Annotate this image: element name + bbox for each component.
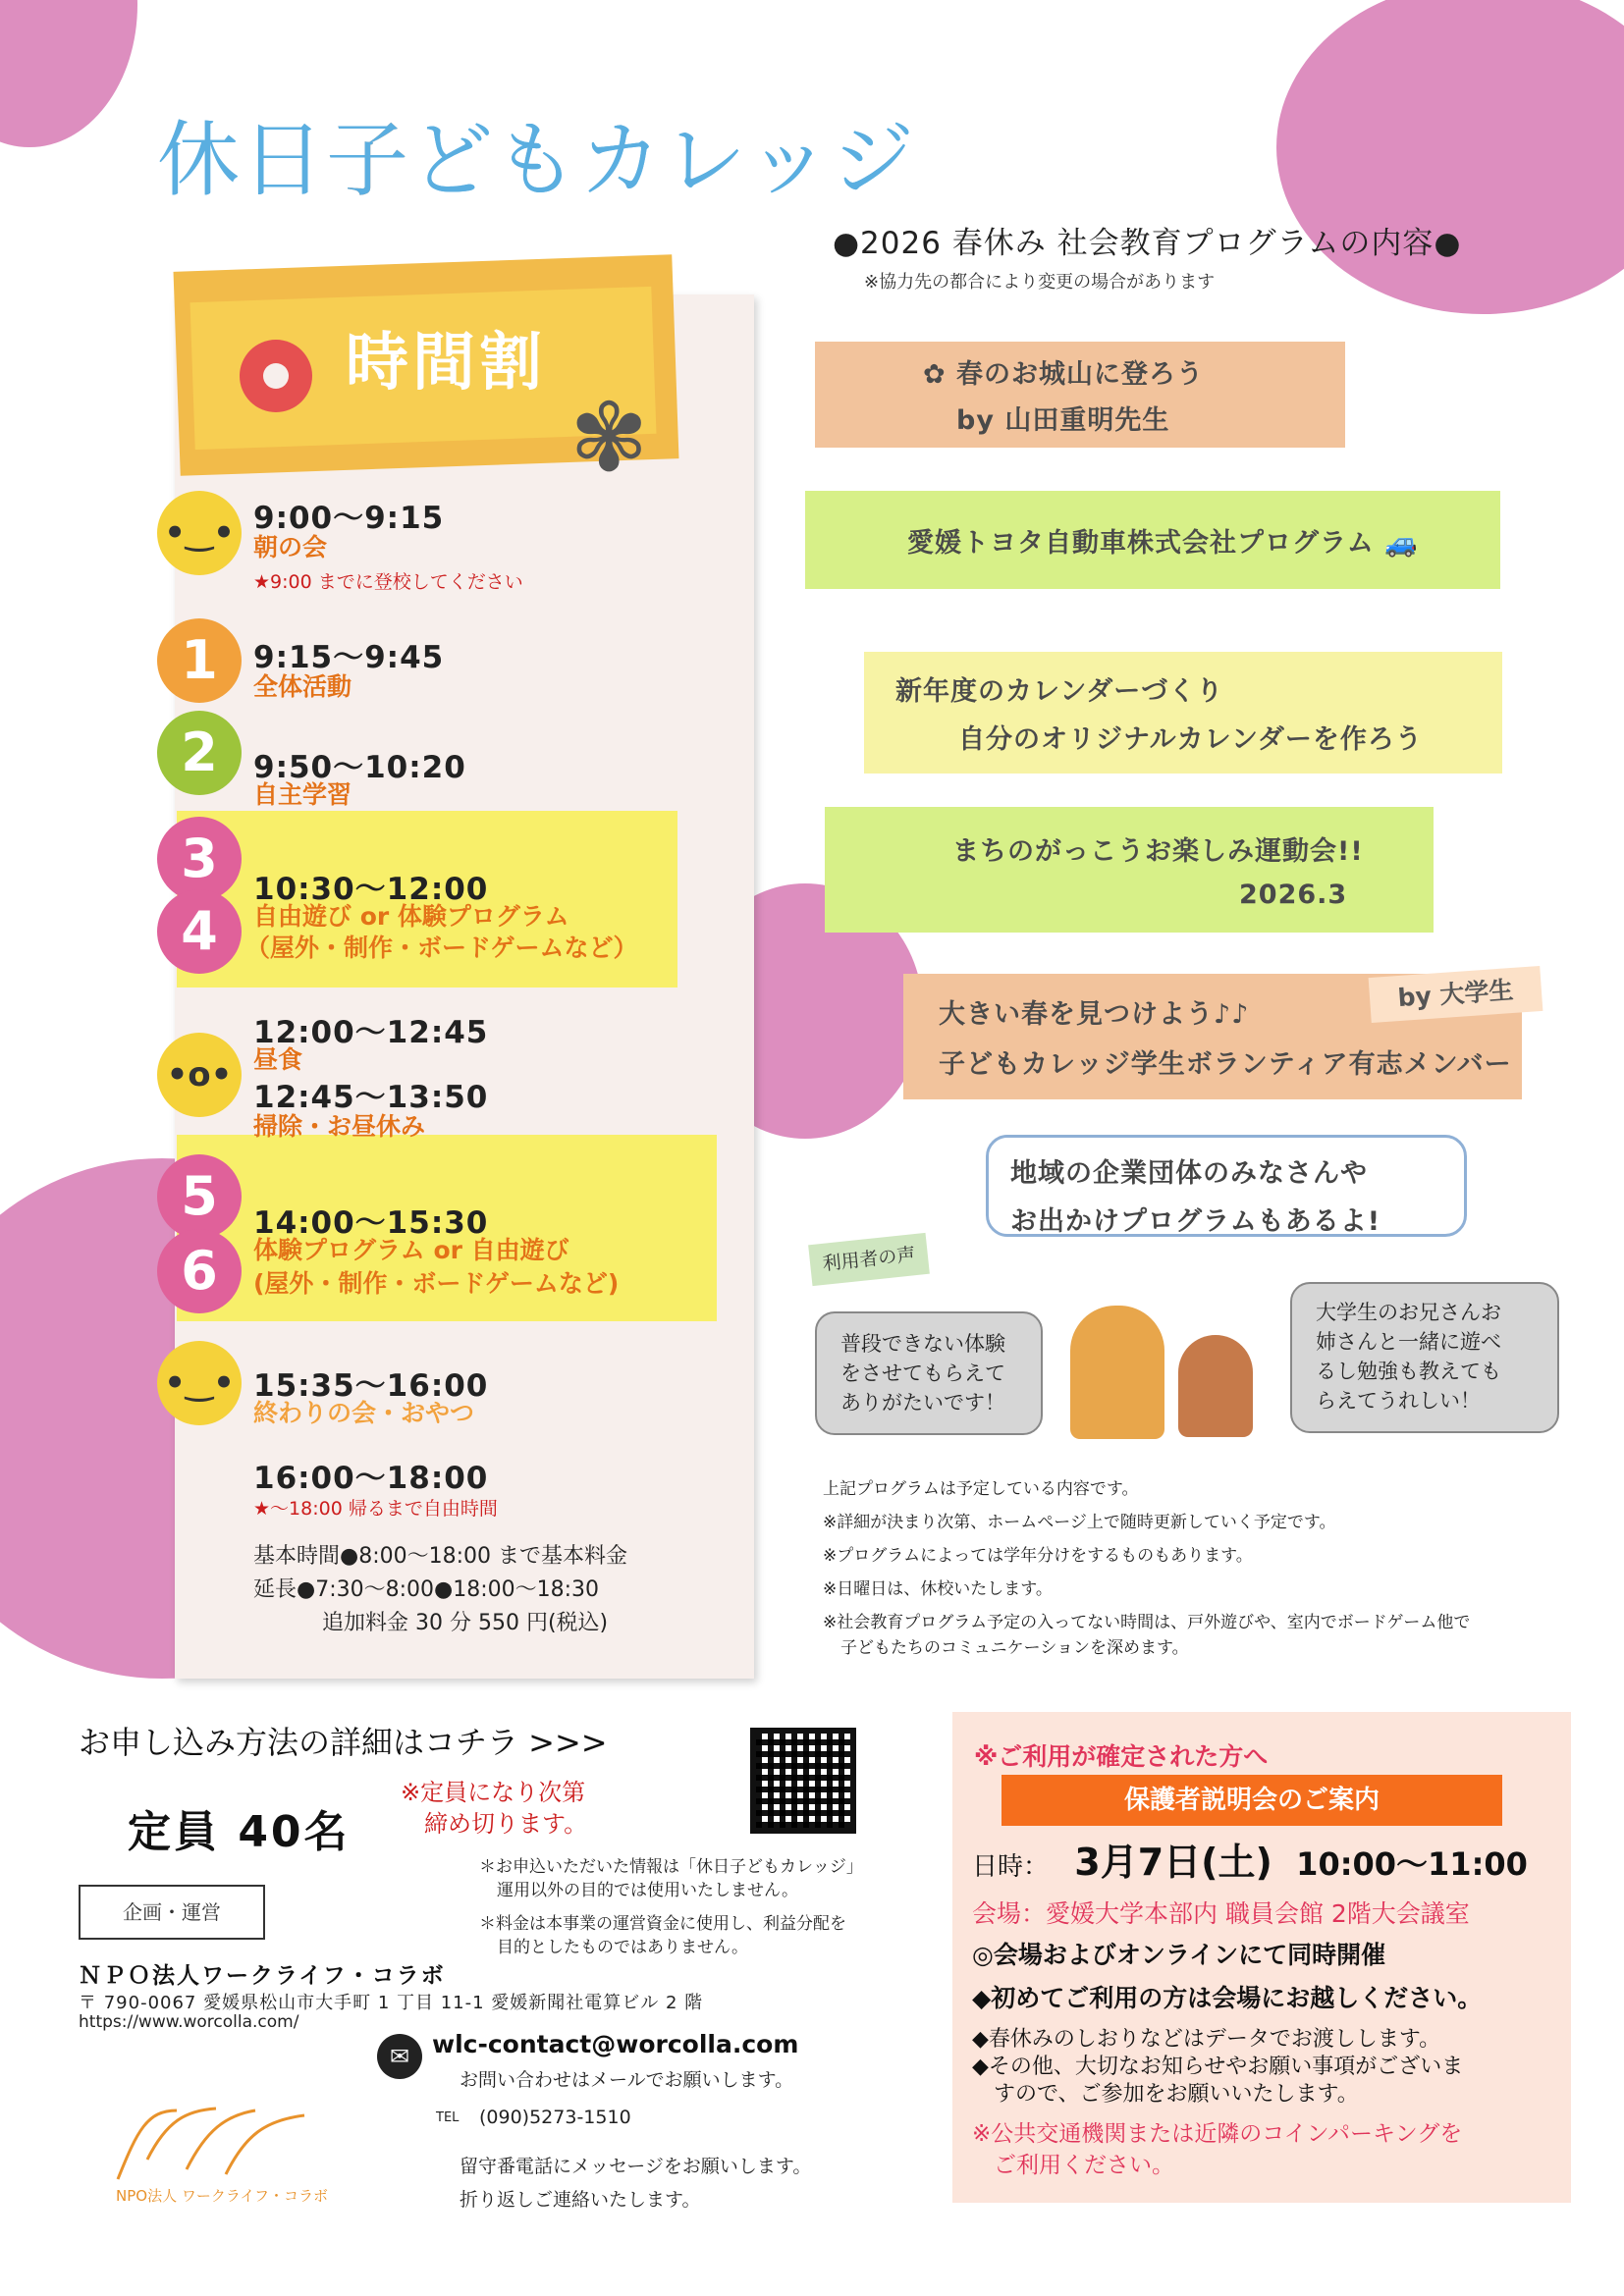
slot-activity: 体験プログラム or 自由遊び <box>253 1236 569 1264</box>
info-first: ◆初めてご利用の方は会場にお越しください。 <box>972 1984 1483 2012</box>
slot-time: 14:00〜15:30 <box>253 1205 489 1241</box>
program-card-toyota: 愛媛トヨタ自動車株式会社プログラム 🚙 <box>805 491 1500 589</box>
note-line: ※詳細が決まり次第、ホームページ上で随時更新していく予定です。 <box>823 1513 1336 1532</box>
timetable-title: 時間割 <box>346 327 546 400</box>
program-card-castle: ✿ 春のお城山に登ろう by 山田重明先生 <box>815 342 1345 448</box>
voice-bubble-right: 大学生のお兄さんお 姉さんと一緒に遊べ るし勉強も教えても らえてうれしい！ <box>1290 1282 1559 1433</box>
slot-time: 15:35〜16:00 <box>253 1368 489 1404</box>
org-logo-text: NPO法人 ワークライフ・コラボ <box>116 2187 328 2205</box>
org-url[interactable]: https://www.worcolla.com/ <box>79 2012 299 2032</box>
note-line: ※社会教育プログラム予定の入ってない時間は、戸外遊びや、室内でボードゲーム他で <box>823 1613 1471 1632</box>
contact-email[interactable]: wlc-contact@worcolla.com <box>432 2030 799 2058</box>
number-badge-3: 3 <box>157 817 242 901</box>
slot-activity: 終わりの会・おやつ <box>253 1399 475 1427</box>
number-badge-2: 2 <box>157 711 242 795</box>
note-line: 子どもたちのコミュニケーションを深めます。 <box>840 1638 1189 1658</box>
program-card-spring: 大きい春を見つけよう♪♪ 子どもカレッジ学生ボランティア有志メンバー <box>903 974 1522 1099</box>
slot-activity: 自主学習 <box>253 780 352 809</box>
basic-time: 基本時間●8:00〜18:00 まで基本料金 <box>253 1544 627 1569</box>
info-online: ◎会場およびオンラインにて同時開催 <box>972 1941 1386 1969</box>
slot-note: ★〜18:00 帰るまで自由時間 <box>253 1498 498 1520</box>
program-heading: ●2026 春休み 社会教育プログラムの内容● <box>833 226 1462 261</box>
slot-activity: 全体活動 <box>253 672 352 701</box>
number-badge-6: 6 <box>157 1229 242 1313</box>
slot-activity: 朝の会 <box>253 533 328 561</box>
user-avatar-mother <box>1070 1306 1164 1439</box>
contact-tel[interactable]: (090)5273-1510 <box>479 2107 631 2128</box>
open-mouth-face-icon: •o• <box>157 1033 242 1117</box>
slot-activity-detail: (屋外・制作・ボードゲームなど) <box>253 1269 620 1298</box>
qr-code-icon[interactable] <box>750 1728 856 1834</box>
callout-bubble: 地域の企業団体のみなさんや お出かけプログラムもあるよ! <box>986 1135 1467 1237</box>
program-card-sports: まちのがっこうお楽しみ運動会!! 2026.3 <box>825 807 1434 933</box>
slot-time: 9:50〜10:20 <box>253 750 466 785</box>
smile-face-icon: •‿• <box>157 1341 242 1425</box>
org-name: ＮＰＯ法人ワークライフ・コラボ <box>79 1963 446 1989</box>
extension-time: 延長●7:30〜8:00●18:00〜18:30 <box>253 1577 600 1602</box>
program-card-spring-tag: by 大学生 <box>1369 966 1543 1023</box>
slot-time: 9:15〜9:45 <box>253 640 445 675</box>
page-title: 休日子どもカレッジ <box>157 112 917 208</box>
email-note: お問い合わせはメールでお願いします。 <box>460 2069 794 2091</box>
note-line: ※プログラムによっては学年分けをするものもあります。 <box>823 1546 1253 1566</box>
user-avatar-child <box>1178 1335 1253 1437</box>
info-title-bar: 保護者説明会のご案内 <box>1001 1775 1502 1826</box>
decor-circle-top-left <box>0 0 137 147</box>
program-card-calendar: 新年度のカレンダーづくり 自分のオリジナルカレンダーを作ろう <box>864 652 1502 774</box>
voice-bubble-left: 普段できない体験 をさせてもらえて ありがたいです！ <box>815 1311 1043 1435</box>
capacity: 定員 40名 <box>128 1807 351 1857</box>
slot-activity: 自由遊び or 体験プログラム <box>253 902 569 931</box>
org-logo-icon <box>108 2091 324 2189</box>
slot-time: 12:00〜12:45 <box>253 1015 489 1050</box>
voices-label: 利用者の声 <box>808 1233 930 1286</box>
decor-circle-top-right <box>1276 0 1624 314</box>
slot-activity: 掃除・お昼休み <box>253 1112 426 1141</box>
slot-time: 12:45〜13:50 <box>253 1080 489 1115</box>
tel-label: TEL <box>436 2110 460 2125</box>
dandelion-icon: ✾ <box>569 383 649 493</box>
apply-link[interactable]: お申し込み方法の詳細はコチラ >>> <box>79 1724 608 1761</box>
program-subnote: ※協力先の都合により変更の場合があります <box>864 272 1216 293</box>
info-transit: ※公共交通機関または近隣のコインパーキングを ご利用ください。 <box>972 2121 1463 2178</box>
number-badge-4: 4 <box>157 889 242 974</box>
info-head: ※ご利用が確定された方へ <box>974 1742 1269 1771</box>
org-address: 〒 790-0067 愛媛県松山市大手町 1 丁目 11-1 愛媛新聞社電算ビル 2 階 <box>79 1993 704 2013</box>
slot-time: 9:00〜9:15 <box>253 501 445 536</box>
slot-activity-detail: （屋外・制作・ボードゲームなど） <box>245 934 638 962</box>
number-badge-1: 1 <box>157 618 242 703</box>
tag-hole <box>240 340 312 412</box>
number-badge-5: 5 <box>157 1154 242 1239</box>
slot-time: 16:00〜18:00 <box>253 1461 489 1496</box>
info-date-row: 日時： 3月7日(土) 10:00〜11:00 <box>972 1841 1528 1884</box>
fee-use-note: ＊料金は本事業の運営資金に使用し、利益分配を 目的としたものではありません。 <box>479 1914 846 1957</box>
info-data: ◆春休みのしおりなどはデータでお渡しします。 <box>972 2027 1441 2052</box>
info-other: ◆その他、大切なお知らせやお願い事項がございま すので、ご参加をお願いいたします。 <box>972 2055 1464 2107</box>
note-line: 上記プログラムは予定している内容です。 <box>823 1479 1139 1499</box>
slot-activity: 昼食 <box>253 1045 303 1074</box>
smile-face-icon: •‿• <box>157 491 242 575</box>
privacy-note: ＊お申込いただいた情報は「休日子どもカレッジ」 運用以外の目的では使用いたしません。 <box>479 1857 863 1900</box>
tel-note: 留守番電話にメッセージをお願いします。 折り返しご連絡いたします。 <box>460 2156 812 2211</box>
capacity-note: ※定員になり次第 締め切ります。 <box>401 1779 588 1838</box>
extra-fee: 追加料金 30 分 550 円(税込) <box>322 1611 609 1635</box>
slot-time: 10:30〜12:00 <box>253 872 489 907</box>
plan-label: 企画・運営 <box>79 1885 265 1940</box>
slot-note: ★9:00 までに登校してください <box>253 571 523 593</box>
info-venue: 会場：愛媛大学本部内 職員会館 2階大会議室 <box>972 1899 1470 1928</box>
note-line: ※日曜日は、休校いたします。 <box>823 1579 1053 1599</box>
mail-icon: ✉ <box>377 2034 422 2079</box>
